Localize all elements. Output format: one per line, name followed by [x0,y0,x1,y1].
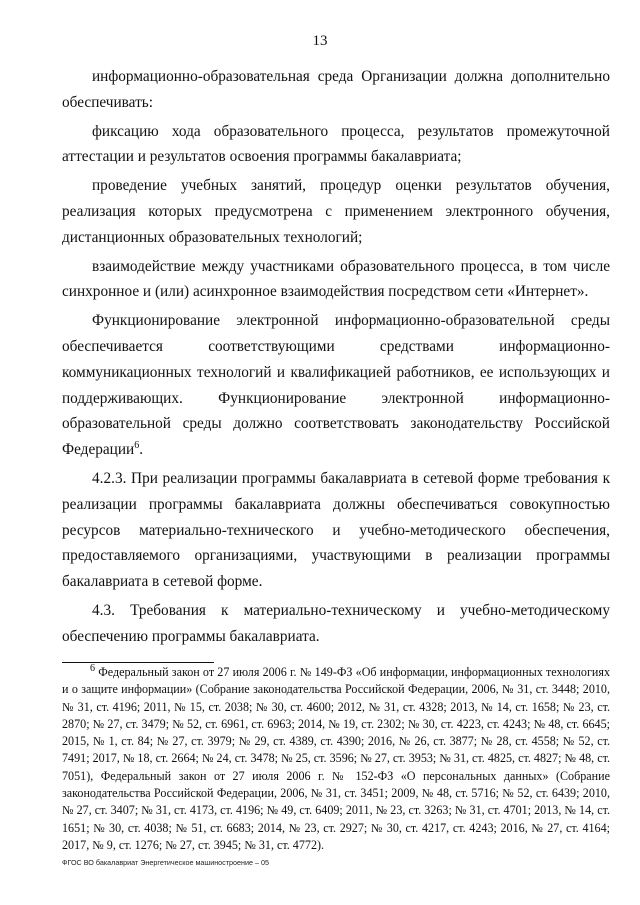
page-footer: ФГОС ВО бакалавриат Энергетическое машиностроение – 05 [62,858,270,867]
paragraph-conducting-classes: проведение учебных занятий, процедур оценки результатов обучения, реализация которых предусмотрена с применением электронного обучения, дистанционных образовательных технологий; [62,177,610,246]
paragraph-environment-intro: информационно-образовательная среда Организации должна дополнительно обеспечивать: [62,68,610,111]
paragraph-fixation: фиксацию хода образовательного процесса, результатов промежуточной аттестации и результатов освоения программы бакалавриата; [62,122,610,166]
footnote [62,664,610,854]
paragraph-interaction: взаимодействие между участниками образовательного процесса, в том числе синхронное и (или) асинхронное взаимодействия посредством сети «Интернет». [62,257,610,301]
body-text [62,64,610,650]
footnote-reference: 6 [134,440,140,452]
footnote-marker: 6 [90,662,95,674]
paragraph-functioning-text: Функционирование электронной информационно-образовательной среды обеспечивается соответствующими средствами информационно-коммуникационных технологий и квалификацией работников, ее использующих и поддерживающих. Функционирование электронной информационно-образовательной среды должно соответствовать законодательству Российской Федерации [62,312,610,459]
page-number: 13 [312,33,328,49]
paragraph-4-2-3: 4.2.3. При реализации программы бакалавриата в сетевой форме требования к реализации программы бакалавриата должны обеспечиваться совокупностью ресурсов материально-технического и учебно-методического обеспечения, предоставляемого организациями, участвующими в реализации программы бакалавриата в сетевой форме. [62,469,610,591]
footnote-divider [62,662,214,663]
paragraph-4-3: 4.3. Требования к материально-техническому и учебно-методическому обеспечению программы бакалавриата. [62,601,610,645]
paragraph-functioning [62,308,610,463]
footnote-text: Федеральный закон от 27 июля 2006 г. № 149-ФЗ «Об информации, информационных технологиях и о защите информации» (Собрание законодательства Российской Федерации, 2006, № 31, ст. 3448; 2010, № 31, ст. 4196; 2011, № 15, ст. 2038; № 30, ст. 4600; 2012, № 31, ст. 4328; 2013, № 14, ст. 1658; № 23, ст. 2870; № 27, ст. 3479; № 52, ст. 6961, ст. 6963; 2014, № 19, ст. 2302; № 30, ст. 4223, ст. 4243; № 48, ст. 6645; 2015, № 1, ст. 84; № 27, ст. 3979; № 29, ст. 4389, ст. 4390; 2016, № 26, ст. 3877; № 28, ст. 4558; № 52, ст. 7491; 2017, № 18, ст. 2664; № 24, ст. 3478; № 25, ст. 3596; № 27, ст. 3953; № 31, ст. 4825, ст. 4827; № 48, ст. 7051), Федеральный закон от 27 июля 2006 г. № 152-ФЗ «О персональных данных» (Собрание законодательства Российской Федерации, 2006, № 31, ст. 3451; 2009, № 48, ст. 5716; № 52, ст. 6439; 2010, № 27, ст. 3407; № 31, ст. 4173, ст. 4196; № 49, ст. 6409; 2011, № 23, ст. 3263; № 31, ст. 4701; 2013, № 14, ст. 1651; № 30, ст. 4038; № 51, ст. 6683; 2014, № 23, ст. 2927; № 30, ст. 4217, ст. 4243; 2016, № 27, ст. 4164; 2017, № 9, ст. 1276; № 27, ст. 3945; № 31, ст. 4772). [62,665,610,852]
paragraph-functioning-end: . [139,441,144,459]
